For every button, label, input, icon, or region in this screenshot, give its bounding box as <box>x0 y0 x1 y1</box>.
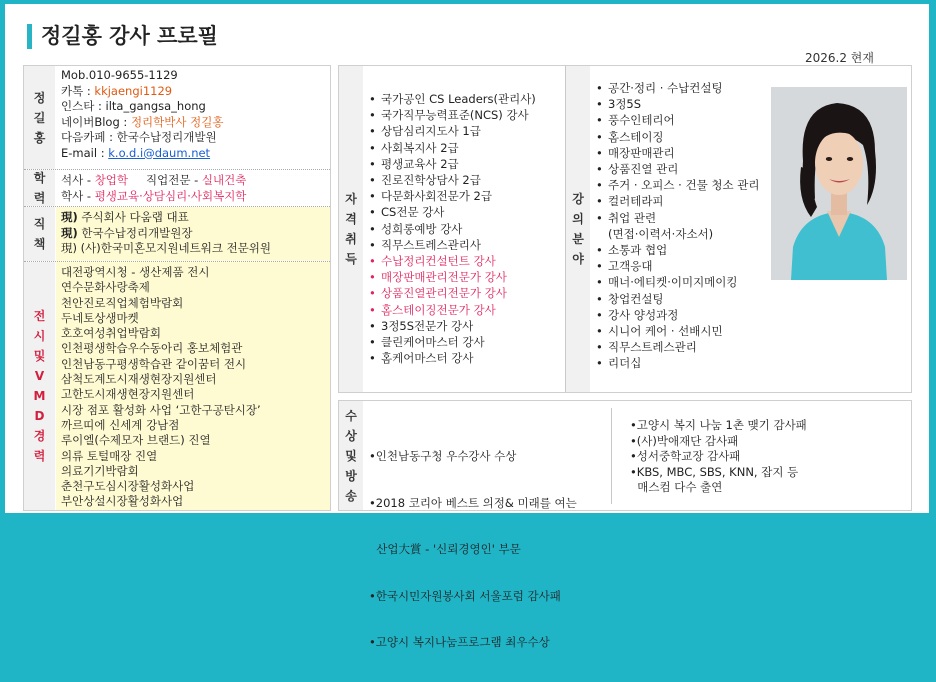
award-item: •한국시민자원봉사회 서울포럼 감사패 <box>369 588 561 603</box>
awards-label-cell <box>339 401 363 510</box>
award-item: •인천남동구청 우수강사 수상 <box>369 449 517 463</box>
positions-label-cell <box>24 207 55 261</box>
awards-label: 수상및방송 <box>345 408 357 503</box>
certification-item: • 홈스테이징전문가 강사 <box>367 302 563 318</box>
exhibition-item: 인천남동구평생학습관 같이꿈터 전시 <box>61 356 247 371</box>
exhibition-item: 인천평생학습우수동아리 홍보체험관 <box>61 341 243 356</box>
certification-item: • 상담심리지도사 1급 <box>367 123 563 139</box>
certification-item: • 수납정리컨설턴트 강사 <box>367 253 563 269</box>
certification-item: • 상품진열관리전문가 강사 <box>367 285 563 301</box>
lecture-field-item: • 컬러테라피 <box>594 193 769 209</box>
portrait-illustration <box>771 87 907 280</box>
award-item: •KBS, MBC, SBS, KNN, 잡지 등 <box>630 464 799 479</box>
kakao-line <box>61 84 329 100</box>
vocational-prefix: 직업전문 - <box>146 173 202 187</box>
certification-item: • 국가공인 CS Leaders(관리사) <box>367 91 563 107</box>
exhibition-item: 두네토상생마켓 <box>61 310 139 325</box>
awards-separator <box>611 408 612 504</box>
contact-section <box>61 68 329 161</box>
position-item <box>61 210 330 226</box>
title-accent-bar <box>27 24 32 49</box>
certification-item: • 진로진학상담사 2급 <box>367 172 563 188</box>
instagram-line: 인스타 : ilta_gangsa_hong <box>61 99 206 113</box>
exhibitions-list <box>56 262 330 510</box>
exhibition-item: 호호여성취업박람회 <box>61 326 161 341</box>
certification-item: • 성희롱예방 강사 <box>367 221 563 237</box>
certification-item: • 사회복지사 2급 <box>367 140 563 156</box>
lecture-field-item: • 공간·정리 · 수납컨설팅 <box>594 80 769 96</box>
lecture-field-item: (면접·이력서·자소서) <box>608 226 714 241</box>
exhibition-item: 춘천구도심시장활성화사업 <box>61 479 195 494</box>
exhibition-item: 고한도시재생현장지원센터 <box>61 387 195 402</box>
lecture-field-item: • 시니어 케어 · 선배시민 <box>594 323 769 339</box>
lecture-field-item: • 강사 양성과정 <box>594 307 769 323</box>
blog-name: 정리학박사 정길홍 <box>130 114 224 129</box>
awards-right-list <box>630 418 900 496</box>
award-item: •성서중학교장 감사패 <box>630 449 741 463</box>
education-label: 학력 <box>33 171 46 205</box>
kakao-prefix: 카톡 : <box>61 83 95 98</box>
exhibition-item: 삼척도계도시재생현장지원센터 <box>61 372 217 387</box>
vocational-major: 실내건축 <box>201 173 247 187</box>
degree-major: 창업학 <box>94 173 129 187</box>
certifications-label-cell <box>339 66 363 392</box>
award-item: 산업大賞 - '신뢰경영인' 부문 <box>369 542 521 556</box>
lecture-field-item: • 리더십 <box>594 355 769 371</box>
education-section <box>61 173 329 204</box>
exhibition-item: 까르띠에 신세계 강남점 <box>61 417 180 432</box>
award-item: •고양시 복지 나눔 1촌 맺기 감사패 <box>630 418 807 432</box>
exhibitions-label-cell <box>24 262 55 510</box>
position-item <box>61 226 330 242</box>
exhibition-item: 천안진로직업체험박람회 <box>61 295 184 310</box>
awards-left-list <box>369 418 605 682</box>
contact-label-cell <box>24 66 55 169</box>
lecture-fields-label-cell <box>566 66 590 392</box>
exhibition-item: 의류 토털매장 진열 <box>61 448 158 463</box>
divider <box>24 169 330 170</box>
lecture-field-item: • 홈스테이징 <box>594 129 769 145</box>
certifications-list <box>367 91 563 366</box>
exhibition-item: 시장 점포 활성화 사업 ‘고한구공탄시장’ <box>61 402 261 417</box>
position-tag: 現) <box>61 210 78 224</box>
position-text: 現) (사)한국미혼모지원네트워크 전문위원 <box>61 241 272 255</box>
award-item: •2018 코리아 베스트 의정& 미래를 여는 <box>369 495 577 510</box>
certification-item: • 평생교육사 2급 <box>367 156 563 172</box>
blog-line <box>61 115 329 131</box>
lecture-field-item: • 취업 관련 <box>594 210 769 226</box>
exhibition-item: 루이엘(수제모자 브랜드) 진열 <box>61 433 211 448</box>
award-item: •(사)박애재단 감사패 <box>630 433 739 448</box>
email-line <box>61 146 329 162</box>
education-line-2 <box>61 189 329 205</box>
lecture-field-item: • 창업컨설팅 <box>594 291 769 307</box>
lecture-field-item: • 풍수인테리어 <box>594 112 769 128</box>
phone-number: Mob.010-9655-1129 <box>61 68 178 82</box>
lecture-fields-list <box>594 80 769 372</box>
certification-item: • 국가직무능력표준(NCS) 강사 <box>367 107 563 123</box>
profile-slide <box>5 4 929 649</box>
exhibition-item: 대전광역시청 - 생산제품 전시 <box>61 265 210 279</box>
email-link[interactable]: k.o.d.i@daum.net <box>108 145 211 160</box>
degree-prefix: 석사 - <box>61 173 95 187</box>
certifications-bullets <box>367 91 563 366</box>
certification-item: • 다문화사회전문가 2급 <box>367 188 563 204</box>
lecture-field-item: • 매장판매관리 <box>594 145 769 161</box>
lecture-field-item: • 상품진열 관리 <box>594 161 769 177</box>
certifications-label: 자격취득 <box>345 192 357 266</box>
page-title: 정길홍 강사 프로필 <box>41 24 218 48</box>
positions-label: 직책 <box>33 217 46 251</box>
lecture-field-item: • 3정5S <box>594 96 769 112</box>
exhibition-item: 부안상설시장활성화사업 <box>61 494 184 509</box>
lecture-field-item: • 소통과 협업 <box>594 242 769 258</box>
position-text: 주식회사 다움랩 대표 <box>77 210 189 224</box>
lecture-fields-bullets <box>594 80 769 372</box>
lecture-fields-label: 강의분야 <box>572 192 584 266</box>
certification-item: • 홈케어마스터 강사 <box>367 350 563 366</box>
award-item: 매스컴 다수 출연 <box>630 480 723 494</box>
blog-prefix: 네이버Blog : <box>61 114 131 129</box>
position-tag: 現) <box>61 225 78 240</box>
exhibition-item: 의료기기박람회 <box>61 463 139 478</box>
certification-item: • CS전문 강사 <box>367 204 563 220</box>
education-line-1 <box>61 173 329 189</box>
bachelor-prefix: 학사 - <box>61 188 95 203</box>
kakao-id: kkjaengi1129 <box>94 83 173 98</box>
positions-section <box>56 207 330 261</box>
email-prefix: E-mail : <box>61 145 109 160</box>
profile-photo <box>771 87 907 280</box>
lecture-field-item: • 고객응대 <box>594 258 769 274</box>
certification-item: • 3정5S전문가 강사 <box>367 318 563 334</box>
date-label: 2026.2 현재 <box>805 51 874 65</box>
position-text: 한국수납정리개발원장 <box>77 225 193 240</box>
award-item: •고양시 복지나눔프로그램 최우수상 <box>369 635 550 649</box>
bachelor-majors: 평생교육·상담심리·사회복지학 <box>94 188 247 203</box>
education-label-cell <box>24 170 55 206</box>
certification-item: • 클린케어마스터 강사 <box>367 334 563 350</box>
lecture-field-item: • 주거 · 오피스 · 건물 청소 관리 <box>594 177 769 193</box>
position-item <box>61 241 330 257</box>
certification-item: • 직무스트레스관리사 <box>367 237 563 253</box>
exhibitions-label: 전시 및 VMD 경력 <box>33 309 46 463</box>
certification-item: • 매장판매관리전문가 강사 <box>367 269 563 285</box>
exhibition-item: 연수문화사랑축제 <box>61 280 150 295</box>
lecture-field-item: • 매너·에티켓·이미지메이킹 <box>594 274 769 290</box>
lecture-field-item: • 직무스트레스관리 <box>594 339 769 355</box>
contact-label: 정길홍 <box>33 90 46 145</box>
cafe-line: 다음카페 : 한국수납정리개발원 <box>61 130 217 144</box>
